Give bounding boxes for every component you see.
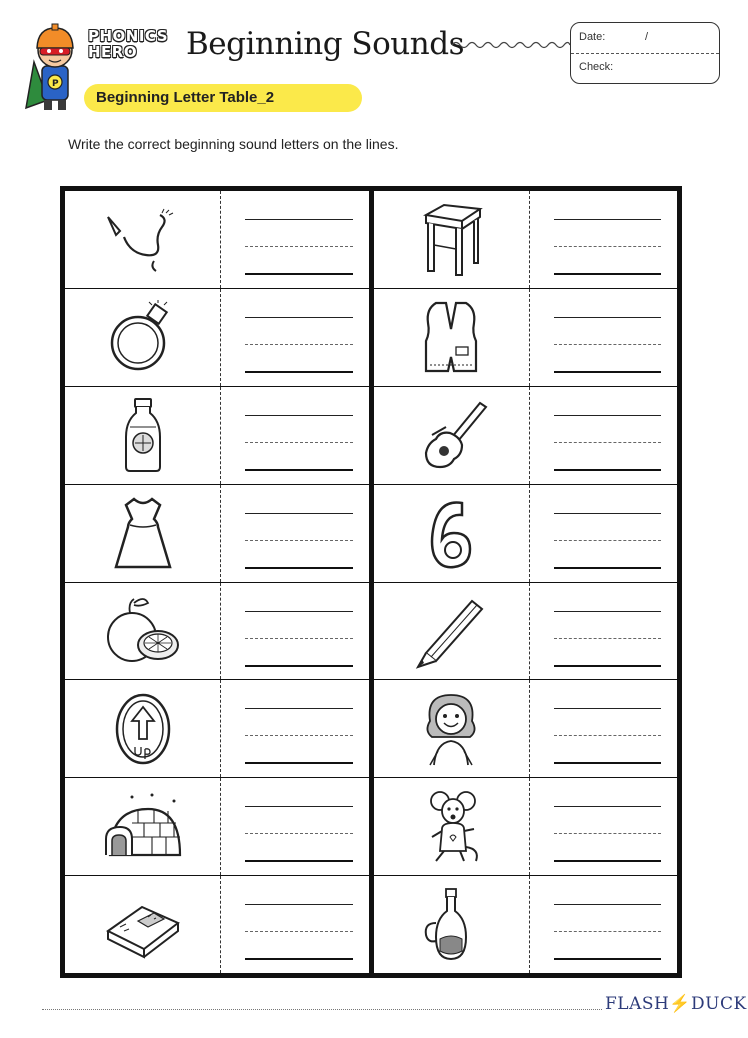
table-row (374, 583, 678, 681)
writing-line-top (245, 219, 353, 220)
dress-icon (102, 495, 184, 571)
yogurt-icon (102, 397, 184, 473)
writing-line-base (245, 958, 353, 960)
picture-cell (374, 289, 530, 386)
table-row (65, 289, 369, 387)
answer-lines[interactable] (221, 876, 369, 973)
writing-line-mid (554, 735, 662, 736)
box-icon (102, 887, 184, 963)
date-divider (571, 53, 719, 54)
table-row (374, 485, 678, 583)
writing-line-mid (554, 246, 662, 247)
squiggle-divider (452, 38, 570, 52)
answer-lines[interactable] (530, 680, 678, 777)
answer-lines[interactable] (530, 191, 678, 288)
flashduck-logo (605, 994, 747, 1014)
picture-cell (65, 876, 221, 973)
writing-line-mid (245, 735, 353, 736)
date-separator: / (645, 31, 649, 43)
writing-line-base (245, 469, 353, 471)
picture-cell (374, 778, 530, 875)
writing-line-mid (554, 931, 662, 932)
table-row (374, 191, 678, 289)
picture-cell (65, 778, 221, 875)
writing-line-base (554, 273, 662, 275)
writing-line-mid (245, 344, 353, 345)
guitar-icon (410, 397, 492, 473)
writing-line-top (554, 317, 662, 318)
table-row (65, 876, 369, 973)
writing-line-base (245, 567, 353, 569)
picture-answer-table (60, 186, 682, 978)
instructions: Write the correct beginning sound letters on the lines. (68, 136, 399, 152)
picture-cell (65, 583, 221, 680)
picture-cell (374, 876, 530, 973)
logo-text-left: FLASH (605, 994, 670, 1014)
number-six-icon (410, 495, 492, 571)
right-column (374, 191, 678, 973)
mouse-icon (410, 789, 492, 865)
answer-lines[interactable] (221, 778, 369, 875)
answer-lines[interactable] (221, 387, 369, 484)
writing-line-top (245, 806, 353, 807)
writing-line-top (245, 513, 353, 514)
writing-line-mid (554, 442, 662, 443)
answer-lines[interactable] (221, 289, 369, 386)
svg-text:P: P (52, 79, 59, 89)
footer-divider (42, 1009, 602, 1010)
writing-line-mid (245, 442, 353, 443)
picture-cell (374, 680, 530, 777)
table-row (65, 387, 369, 485)
page-title: Beginning Sounds (186, 26, 464, 62)
answer-lines[interactable] (530, 387, 678, 484)
picture-cell (374, 191, 530, 288)
pencil-icon (410, 593, 492, 669)
answer-lines[interactable] (530, 289, 678, 386)
writing-line-mid (554, 344, 662, 345)
date-label: Date: (579, 31, 606, 43)
answer-lines[interactable] (221, 680, 369, 777)
writing-line-top (554, 904, 662, 905)
writing-line-top (554, 219, 662, 220)
logo-text-right: DUCK (691, 994, 747, 1014)
writing-line-base (554, 665, 662, 667)
writing-line-top (554, 513, 662, 514)
writing-line-top (245, 415, 353, 416)
table-row (374, 876, 678, 973)
writing-line-base (554, 958, 662, 960)
table-row (374, 387, 678, 485)
writing-line-mid (245, 931, 353, 932)
check-label: Check: (579, 61, 614, 73)
picture-cell (374, 485, 530, 582)
writing-line-base (554, 371, 662, 373)
writing-line-mid (245, 540, 353, 541)
bottle-icon (410, 887, 492, 963)
phonics-hero-mascot-icon (22, 22, 84, 114)
date-check-box (570, 22, 720, 84)
writing-line-base (554, 469, 662, 471)
writing-line-base (245, 860, 353, 862)
ring-icon (102, 299, 184, 375)
answer-lines[interactable] (221, 485, 369, 582)
up-sign-icon (102, 691, 184, 767)
brand-line-1: PHONICS (88, 27, 169, 45)
table-row (374, 289, 678, 387)
writing-line-top (245, 611, 353, 612)
writing-line-mid (554, 638, 662, 639)
table-row (65, 191, 369, 289)
picture-cell (374, 387, 530, 484)
writing-line-mid (245, 833, 353, 834)
picture-cell (65, 191, 221, 288)
picture-cell (65, 485, 221, 582)
writing-line-base (554, 860, 662, 862)
worksheet-subtitle: Beginning Letter Table_2 (84, 84, 362, 112)
girl-icon (410, 691, 492, 767)
answer-lines[interactable] (530, 485, 678, 582)
writing-line-base (245, 273, 353, 275)
answer-lines[interactable] (530, 778, 678, 875)
writing-line-base (554, 567, 662, 569)
vest-icon (410, 299, 492, 375)
table-row (65, 583, 369, 681)
answer-lines[interactable] (221, 583, 369, 680)
table-row (374, 680, 678, 778)
picture-cell (65, 387, 221, 484)
writing-line-mid (245, 246, 353, 247)
writing-line-top (554, 806, 662, 807)
table-icon (410, 201, 492, 277)
table-row (65, 485, 369, 583)
writing-line-base (245, 762, 353, 764)
writing-line-mid (245, 638, 353, 639)
writing-line-base (554, 762, 662, 764)
brand-line-2: HERO (88, 43, 138, 61)
picture-cell (65, 289, 221, 386)
igloo-icon (102, 789, 184, 865)
table-row (65, 778, 369, 876)
writing-line-mid (554, 540, 662, 541)
picture-cell (65, 680, 221, 777)
writing-line-top (554, 708, 662, 709)
table-row (374, 778, 678, 876)
phonics-hero-logo (88, 28, 180, 68)
lightning-icon: ⚡ (669, 994, 692, 1014)
writing-line-top (554, 415, 662, 416)
answer-lines[interactable] (221, 191, 369, 288)
left-column (65, 191, 374, 973)
writing-line-top (554, 611, 662, 612)
neck-icon (102, 201, 184, 277)
writing-line-top (245, 708, 353, 709)
writing-line-top (245, 317, 353, 318)
writing-line-base (245, 371, 353, 373)
table-row (65, 680, 369, 778)
picture-cell (374, 583, 530, 680)
orange-icon (102, 593, 184, 669)
writing-line-mid (554, 833, 662, 834)
writing-line-base (245, 665, 353, 667)
writing-line-top (245, 904, 353, 905)
answer-lines[interactable] (530, 583, 678, 680)
answer-lines[interactable] (530, 876, 678, 973)
